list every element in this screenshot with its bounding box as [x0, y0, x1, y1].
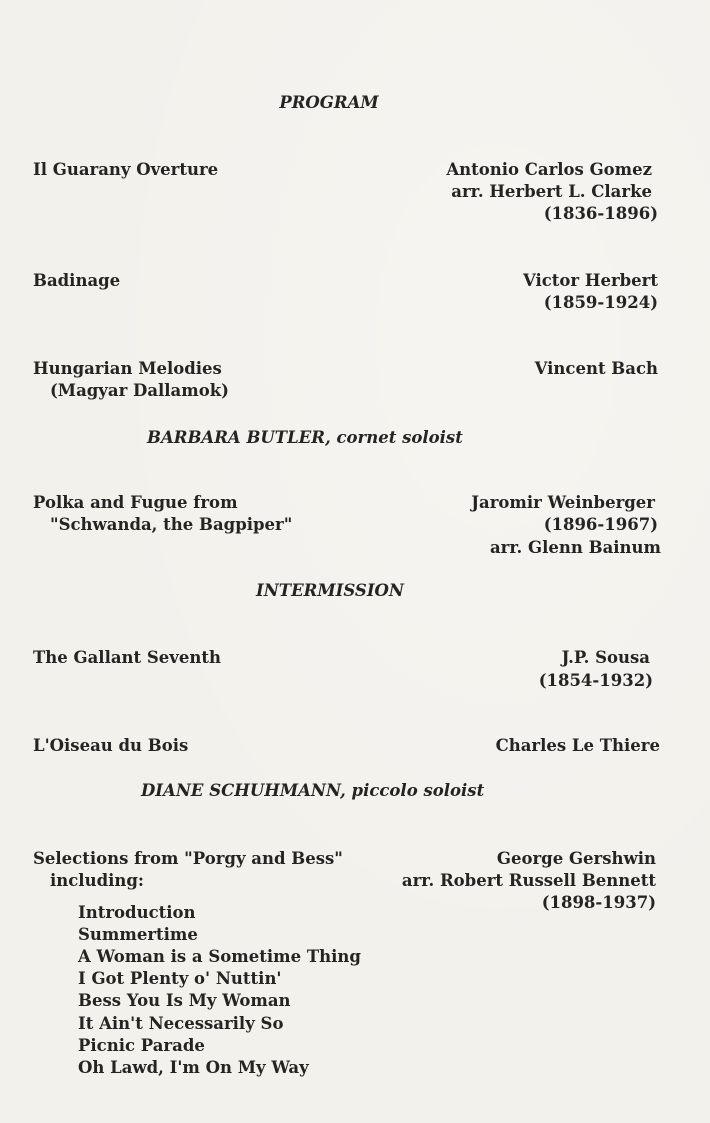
- intermission-label: INTERMISSION: [256, 581, 404, 600]
- soloist-role: cornet soloist: [336, 428, 463, 447]
- sub-piece: Bess You Is My Woman: [78, 991, 291, 1010]
- soloist-role: piccolo soloist: [351, 781, 485, 800]
- soloist-credit: [141, 780, 484, 802]
- arranger-name: arr. Glenn Bainum: [489, 538, 661, 557]
- composer-dates: (1859-1924): [543, 293, 658, 312]
- soloist-name: BARBARA BUTLER,: [147, 428, 331, 447]
- composer-dates: (1854-1932): [538, 671, 653, 690]
- arranger-name: arr. Herbert L. Clarke: [451, 182, 652, 201]
- composer-dates: (1836-1896): [543, 204, 658, 223]
- composer-name: Jaromir Weinberger: [471, 493, 655, 512]
- arranger-name: arr. Robert Russell Bennett: [401, 871, 656, 890]
- piece-title: Badinage: [33, 271, 121, 290]
- sub-piece: Oh Lawd, I'm On My Way: [78, 1058, 309, 1077]
- sub-piece: Summertime: [78, 925, 198, 944]
- program-heading: PROGRAM: [279, 93, 379, 112]
- piece-subtitle: including:: [50, 871, 145, 890]
- composer-dates: (1896-1967): [543, 515, 658, 534]
- composer-name: George Gershwin: [496, 849, 656, 868]
- piece-title: Hungarian Melodies: [33, 359, 222, 378]
- soloist-name: DIANE SCHUHMANN,: [141, 781, 346, 800]
- sub-piece: Picnic Parade: [78, 1036, 205, 1055]
- piece-title: Polka and Fugue from: [33, 493, 238, 512]
- piece-title: L'Oiseau du Bois: [33, 736, 189, 755]
- piece-title: The Gallant Seventh: [33, 648, 222, 667]
- piece-title: Il Guarany Overture: [33, 160, 219, 179]
- sub-piece: I Got Plenty o' Nuttin': [78, 969, 282, 988]
- composer-dates: (1898-1937): [541, 893, 656, 912]
- piece-subtitle: "Schwanda, the Bagpiper": [50, 515, 293, 534]
- composer-name: Antonio Carlos Gomez: [446, 160, 652, 179]
- composer-name: J.P. Sousa: [561, 648, 650, 667]
- sub-piece: Introduction: [78, 903, 196, 922]
- composer-name: Victor Herbert: [522, 271, 658, 290]
- piece-subtitle: (Magyar Dallamok): [50, 381, 229, 400]
- composer-name: Vincent Bach: [534, 359, 658, 378]
- sub-piece: It Ain't Necessarily So: [78, 1014, 284, 1033]
- sub-piece: A Woman is a Sometime Thing: [78, 947, 361, 966]
- composer-name: Charles Le Thiere: [495, 736, 660, 755]
- soloist-credit: [147, 427, 463, 449]
- piece-title: Selections from "Porgy and Bess": [33, 849, 343, 868]
